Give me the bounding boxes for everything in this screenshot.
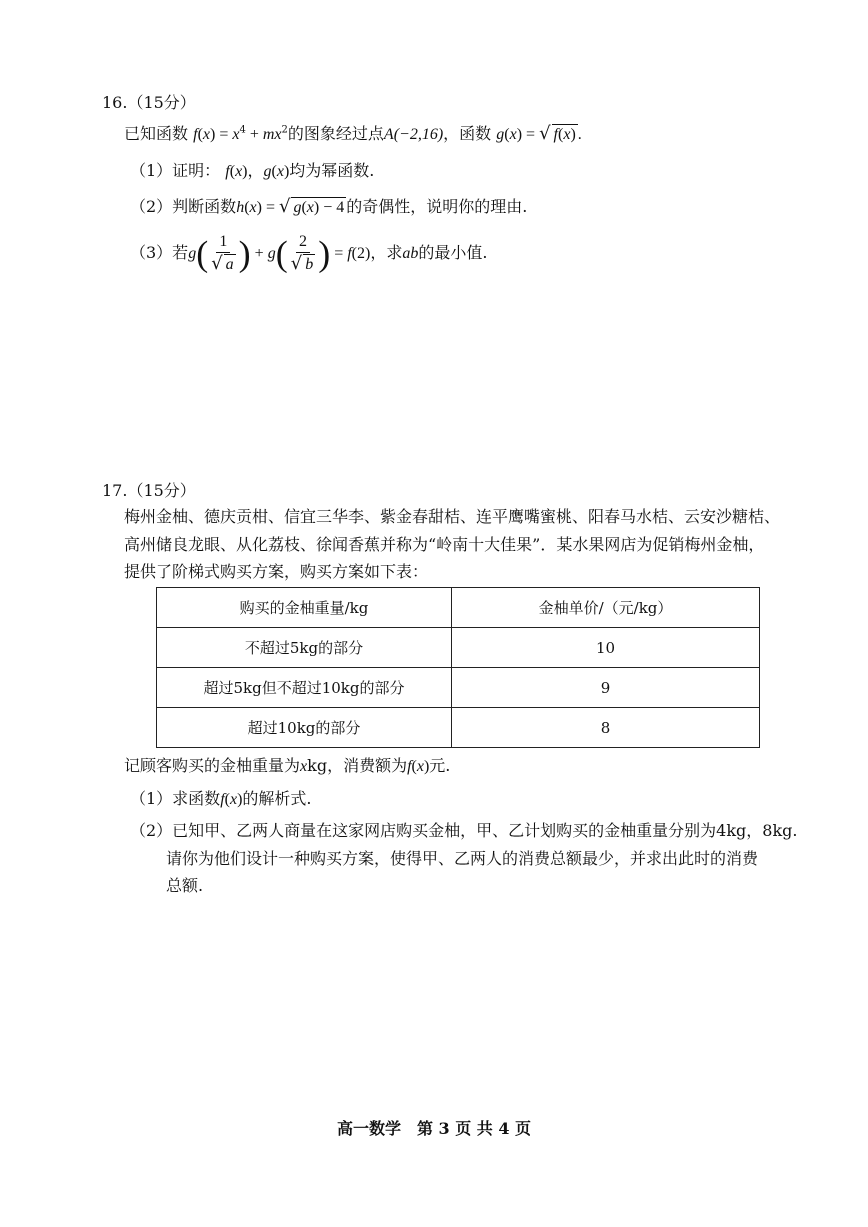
q16-part2-end: 的奇偶性，说明你的理由.	[346, 197, 528, 216]
table-header-row	[157, 588, 760, 628]
q17-part2-line1: （2）已知甲、乙两人商量在这家网店购买金柚，甲、乙计划购买的金柚重量分别为4kg，8kg.	[130, 821, 798, 840]
table-row	[157, 668, 760, 708]
q16-part3-end: 的最小值.	[418, 243, 488, 262]
q16-part1-label: （1）证明：	[130, 161, 221, 180]
table-header-weight: 购买的金柚重量/kg	[157, 588, 452, 628]
q16-part1: （1）证明： f(x)，g(x)均为幂函数.	[130, 161, 375, 180]
q17-definition-c: 元.	[429, 756, 451, 775]
q17-part1-label: （1）求函数	[130, 789, 221, 808]
price-table	[156, 587, 760, 748]
q16-stem: 已知函数 $f(x) = x^4 + mx^2$的图象经过点A(−2,16)，函数 g(x) = √ f(x) .	[124, 123, 582, 144]
q16-part3: （3）若g( $\frac{1}{√ a}$ ) + g( $\frac{2}{√ b}$ ) = f(2)，求ab的最小值.	[130, 233, 488, 274]
table-cell-price: 8	[452, 708, 760, 748]
table-cell-price: 10	[452, 628, 760, 668]
q16-stem-mid: 的图象经过点	[287, 124, 384, 143]
q17-part2-line2: 请你为他们设计一种购买方案，使得甲、乙两人的消费总额最少，并求出此时的消费	[166, 849, 759, 868]
q16-part3-mid: ，求	[370, 243, 403, 262]
q16-stem-g: ，函数	[443, 124, 492, 143]
table-cell-range: 超过5kg但不超过10kg的部分	[157, 668, 452, 708]
table-cell-price: 9	[452, 668, 760, 708]
table-cell-range: 不超过5kg的部分	[157, 628, 452, 668]
q17-paragraph-line3: 提供了阶梯式购买方案，购买方案如下表：	[124, 562, 429, 581]
q16-part3-label: （3）若	[130, 243, 189, 262]
q16-header: 16.（15分）	[102, 93, 196, 112]
q17-paragraph-line1: 梅州金柚、德庆贡柑、信宜三华李、紫金春甜桔、连平鹰嘴蜜桃、阳春马水桔、云安沙糖桔、	[124, 507, 781, 526]
q17-definition-a: 记顾客购买的金柚重量为	[124, 756, 301, 775]
table-cell-range: 超过10kg的部分	[157, 708, 452, 748]
q17-definition: 记顾客购买的金柚重量为xkg，消费额为f(x)元.	[124, 756, 451, 775]
q17-part1-end: 的解析式.	[242, 789, 312, 808]
q17-part2-line3: 总额.	[166, 876, 204, 895]
q16-part1-end: 均为幂函数.	[289, 161, 375, 180]
q16-stem-prefix: 已知函数	[124, 124, 189, 143]
table-row	[157, 628, 760, 668]
q16-part2: （2）判断函数h(x) = √ g(x) − 4 的奇偶性，说明你的理由.	[130, 196, 528, 217]
q16-point: A(−2,16)	[383, 126, 444, 143]
q17-definition-b: kg，消费额为	[307, 756, 408, 775]
q17-part1: （1）求函数f(x)的解析式.	[130, 789, 312, 808]
q17-header: 17.（15分）	[102, 481, 196, 500]
table-header-price: 金柚单价/（元/kg）	[452, 588, 760, 628]
table-row	[157, 708, 760, 748]
q17-paragraph-line2: 高州储良龙眼、从化荔枝、徐闻香蕉并称为“岭南十大佳果”．某水果网店为促销梅州金柚，	[124, 535, 765, 554]
q16-part2-label: （2）判断函数	[130, 197, 237, 216]
page-footer: 高一数学 第 3 页 共 4 页	[336, 1119, 532, 1138]
